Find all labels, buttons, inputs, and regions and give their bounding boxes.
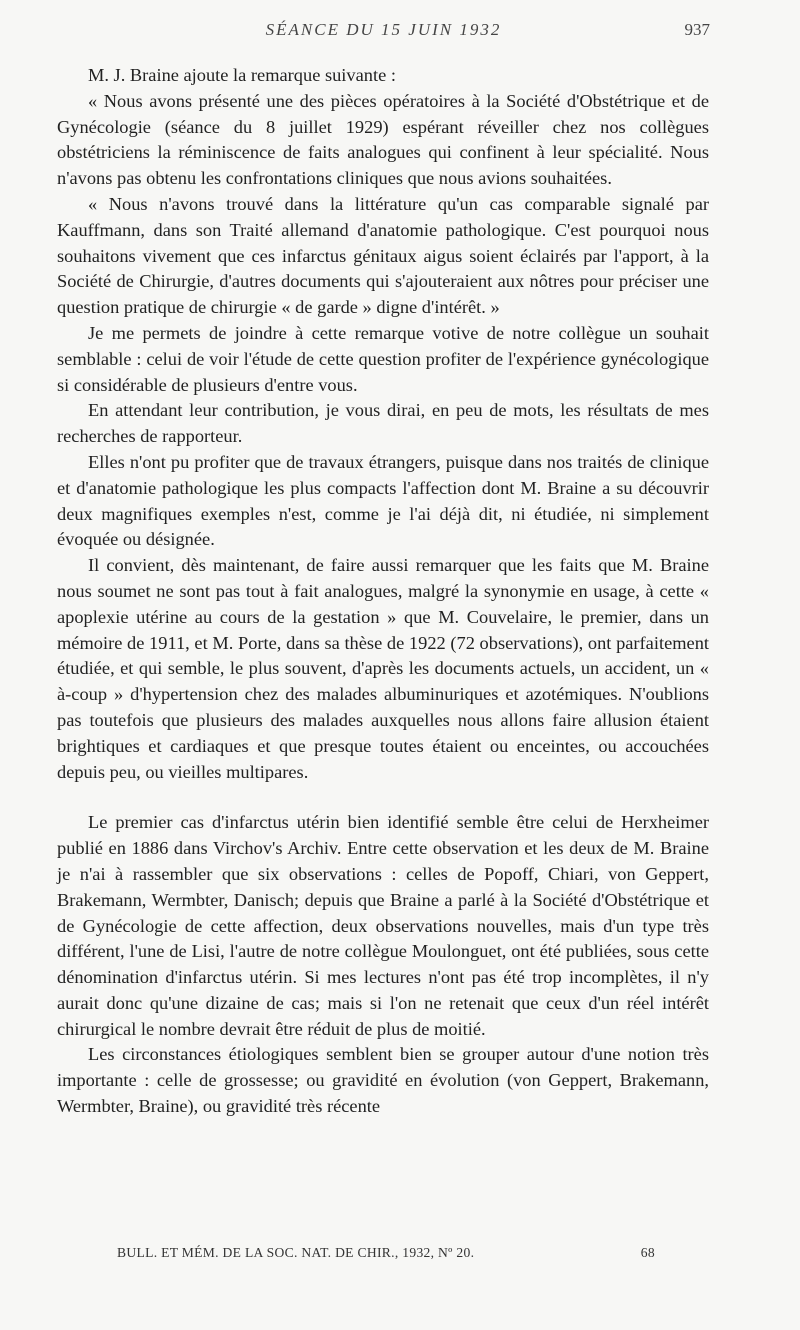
paragraph: En attendant leur contribution, je vous dirai, en peu de mots, les résultats de mes recherches de rapporteur.	[57, 400, 709, 447]
sheet-number: 68	[640, 1245, 655, 1260]
header-title: SÉANCE DU 15 JUIN 1932	[265, 20, 502, 39]
paragraph: « Nous n'avons trouvé dans la littérature qu'un cas comparable signalé par Kauffmann, dans son Traité allemand d'anatomie pathologique. C'est pourquoi nous souhaitons vivement que ces infarctus génitaux aigus soient éclairés par l'apport, à la Société de Chirurgie, d'autres documents qui s'ajouteraient aux nôtres pour préciser une question pratique de chirurgie « de garde » digne d'intérêt. »	[57, 193, 709, 318]
paragraph: Il convient, dès maintenant, de faire aussi remarquer que les faits que M. Braine nous soumet ne sont pas tout à fait analogues, malgré la synonymie en usage, à cette « apoplexie utérine au cours de la gestation » que M. Couvelaire, le premier, dans un mémoire de 1911, et M. Porte, dans sa thèse de 1922 (72 observations), ont parfaitement étudiée, et qui semble, le plus souvent, d'après les documents actuels, un accident, un « à-coup » d'hypertension chez des malades albuminuriques et azotémiques. N'oublions pas toutefois que plusieurs des malades auxquelles nous allons faire allusion étaient brightiques et cardiaques et que presque toutes étaient ou enceintes, ou accouchées depuis peu, ou vieilles multipares.	[57, 555, 709, 782]
page-number: 937	[684, 20, 710, 39]
paragraph: M. J. Braine ajoute la remarque suivante :	[88, 65, 396, 85]
paragraph: Je me permets de joindre à cette remarque votive de notre collègue un souhait semblable : celui de voir l'étude de cette question profiter de l'expérience gynécologique si considérable de plusieurs d'entre vous.	[57, 322, 709, 395]
running-header	[57, 20, 710, 46]
paragraph: « Nous avons présenté une des pièces opératoires à la Société d'Obstétrique et de Gynécologie (séance du 8 juillet 1929) espérant réveiller chez nos collègues obstétriciens la réminiscence de faits analogues qui confinent à leur spécialité. Nous n'avons pas obtenu les confrontations cliniques que nous avions souhaitées.	[57, 90, 709, 189]
paragraph: Elles n'ont pu profiter que de travaux étrangers, puisque dans nos traités de clinique et d'anatomie pathologique les plus compacts l'affection dont M. Braine a su découvrir deux magnifiques exemples n'est, comme je l'ai déjà dit, ni étudiée, ni simplement évoquée ou désignée.	[57, 451, 709, 550]
paragraph: Le premier cas d'infarctus utérin bien identifié semble être celui de Herxheimer publié en 1886 dans Virchov's Archiv. Entre cette observation et les deux de M. Braine je n'ai à rassembler que six observations : celles de Popoff, Chiari, von Geppert, Brakemann, Wermbter, Danisch; depuis que Braine a parlé à la Société d'Obstétrique et de Gynécologie de cette affection, deux observations nouvelles, mais d'un type très différent, l'une de Lisi, l'autre de notre collègue Moulonguet, ont été publiées, sous cette dénomination d'infarctus utérin. Si mes lectures n'ont pas été trop incomplètes, il n'y aurait donc qu'une dizaine de cas; mais si l'on ne retenait que ceux d'un réel intérêt chirurgical le nombre devrait être réduit de plus de moitié.	[57, 812, 709, 1039]
paragraph: Les circonstances étiologiques semblent bien se grouper autour d'une notion très importante : celle de grossesse; ou gravidité en évolution (von Geppert, Brakemann, Wermbter, Braine), ou gravidité très récente	[57, 1044, 709, 1117]
body-text	[57, 63, 709, 1120]
bulletin-reference: BULL. ET MÉM. DE LA SOC. NAT. DE CHIR., 1932, Nº 20.	[117, 1245, 475, 1260]
